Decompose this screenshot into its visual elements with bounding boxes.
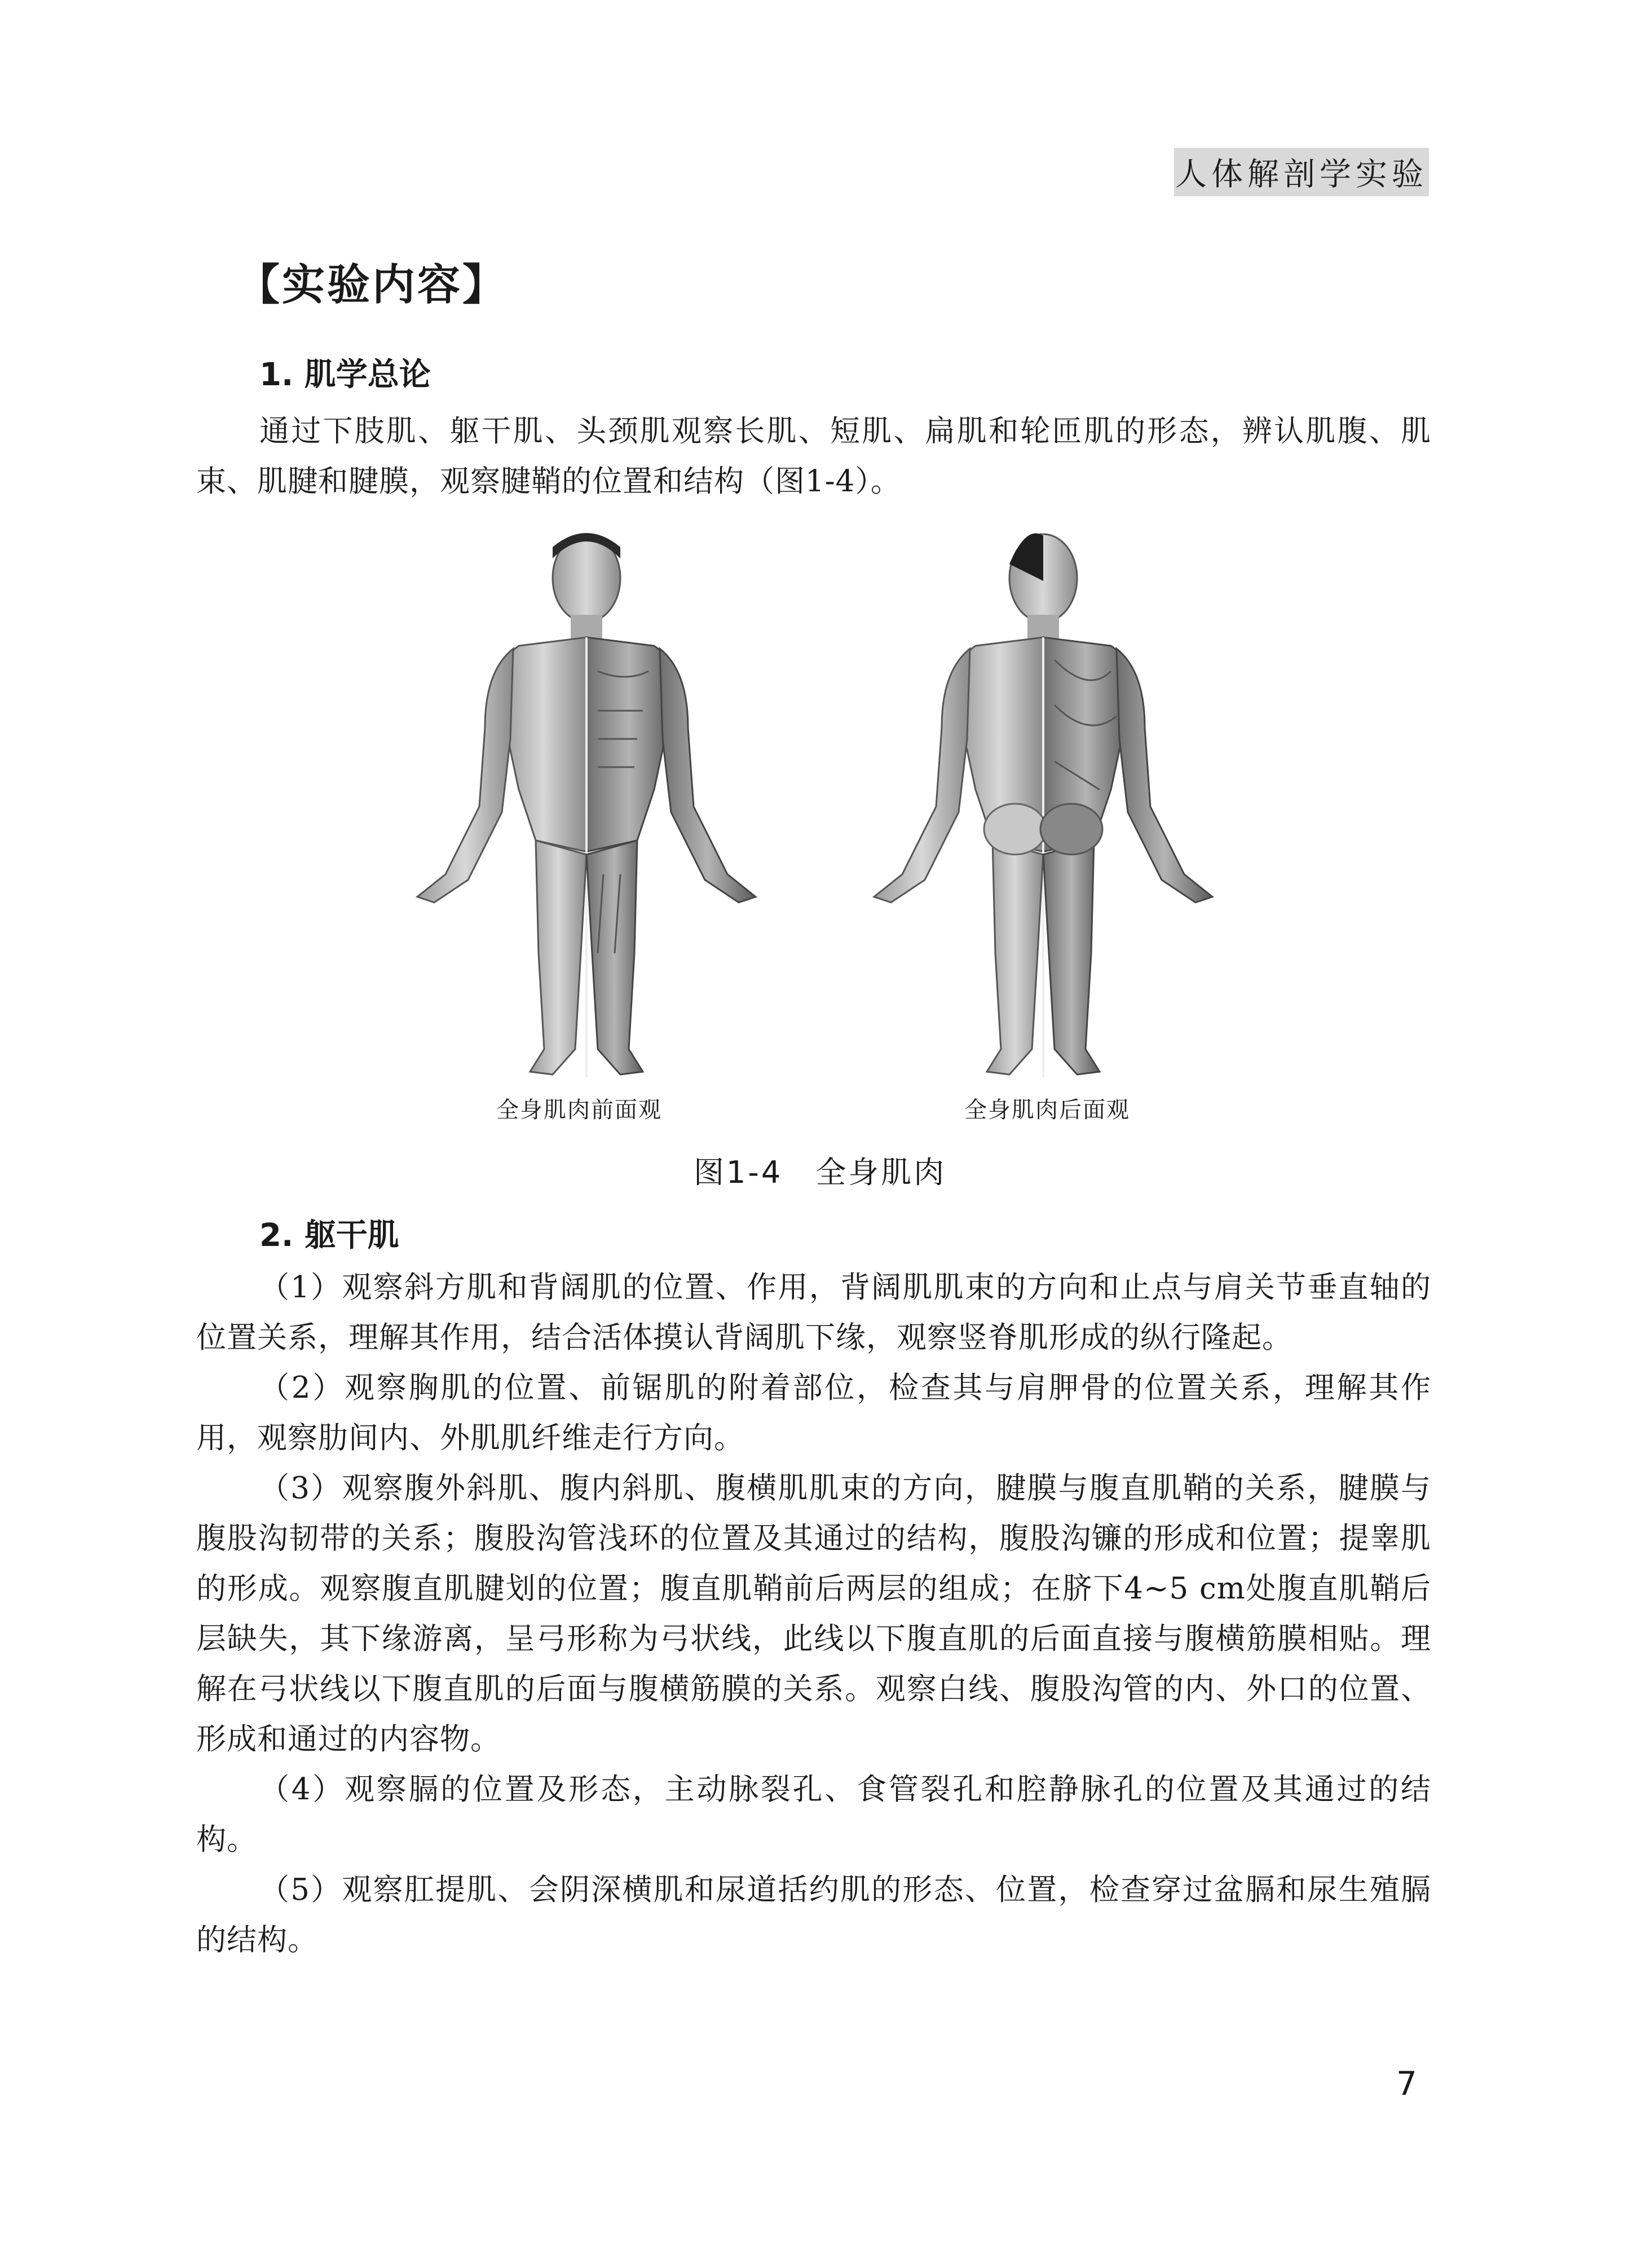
paragraph-trunk-1: （1）观察斜方肌和背阔肌的位置、作用，背阔肌肌束的方向和止点与肩关节垂直轴的位置关系，理解其作用，结合活体摸认背阔肌下缘，观察竖脊肌形成的纵行隆起。: [196, 1270, 1431, 1355]
figure-caption: 图1-4 全身肌肉: [694, 1155, 947, 1190]
paragraph-muscle-overview: 通过下肢肌、躯干肌、头颈肌观察长肌、短肌、扁肌和轮匝肌的形态，辨认肌腹、肌束、肌腱和腱膜，观察腱鞘的位置和结构（图1-4）。: [196, 414, 1431, 499]
section-title: 【实验内容】: [237, 259, 508, 310]
page-number: 7: [1396, 2064, 1417, 2103]
figure-back-label: 全身肌肉后面观: [964, 1097, 1130, 1123]
subheading-1: 1. 肌学总论: [259, 356, 431, 393]
paragraph-trunk-5: （5）观察肛提肌、会阴深横肌和尿道括约肌的形态、位置，检查穿过盆膈和尿生殖膈的结构。: [196, 1873, 1431, 1957]
figure-front-label: 全身肌肉前面观: [496, 1097, 662, 1123]
paragraph-trunk-2: （2）观察胸肌的位置、前锯肌的附着部位，检查其与肩胛骨的位置关系，理解其作用，观察肋间内、外肌肌纤维走行方向。: [196, 1371, 1431, 1455]
paragraph-trunk-3: （3）观察腹外斜肌、腹内斜肌、腹横肌肌束的方向，腱膜与腹直肌鞘的关系，腱膜与腹股沟韧带的关系；腹股沟管浅环的位置及其通过的结构，腹股沟镰的形成和位置；提睾肌的形成。观察腹直肌腱划的位置；腹直肌鞘前后两层的组成；在脐下4~5 cm处腹直肌鞘后层缺失，其下缘游离，呈弓形称为弓状线，此线以下腹直肌的后面直接与腹横筋膜相贴。理解在弓状线以下腹直肌的后面与腹横筋膜的关系。观察白线、腹股沟管的内、外口的位置、形成和通过的内容物。: [196, 1471, 1431, 1756]
subheading-2: 2. 躯干肌: [259, 1217, 399, 1254]
paragraph-trunk-4: （4）观察膈的位置及形态，主动脉裂孔、食管裂孔和腔静脉孔的位置及其通过的结构。: [196, 1772, 1431, 1857]
book-title: 人体解剖学实验: [1175, 156, 1428, 193]
running-header: [1174, 148, 1429, 196]
back-view-figure: [874, 534, 1212, 1077]
front-view-figure: [417, 533, 756, 1077]
figure-muscle-illustration: [350, 525, 1286, 1089]
